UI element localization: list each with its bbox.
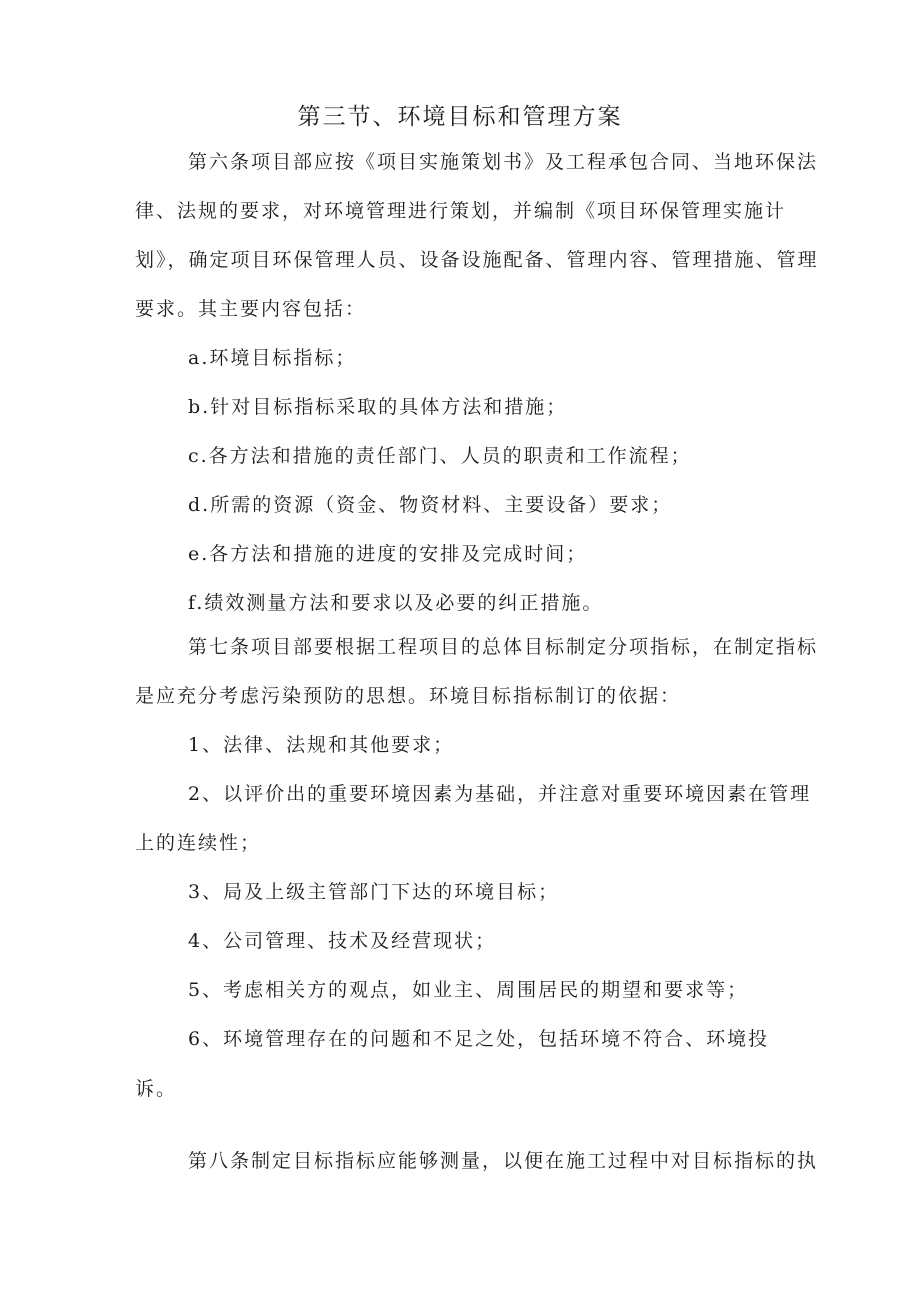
list-item: 1、法律、法规和其他要求； (188, 734, 455, 756)
list-item: a.环境目标指标； (188, 347, 357, 369)
list-item: e.各方法和措施的进度的安排及完成时间； (188, 543, 588, 565)
paragraph-line: 是应充分考虑污染预防的思想。环境目标指标制订的依据： (135, 685, 682, 707)
paragraph-line: 律、法规的要求，对环境管理进行策划，并编制《项目环保管理实施计 (135, 200, 787, 222)
section-title: 第三节、环境目标和管理方案 (297, 104, 623, 130)
list-item: d.所需的资源（资金、物资材料、主要设备）要求； (188, 494, 673, 516)
list-item: b.针对目标指标采取的具体方法和措施； (188, 396, 568, 418)
list-item: 5、考虑相关方的观点，如业主、周围居民的期望和要求等； (188, 979, 749, 1001)
paragraph-line: 第八条制定目标指标应能够测量，以便在施工过程中对目标指标的执 (188, 1150, 819, 1172)
list-item-continuation: 诉。 (135, 1078, 178, 1100)
paragraph-line: 划》，确定项目环保管理人员、设备设施配备、管理内容、管理措施、管理 (135, 249, 819, 271)
list-item: 2、以评价出的重要环境因素为基础，并注意对重要环境因素在管理 (188, 783, 812, 805)
list-item: 4、公司管理、技术及经营现状； (188, 930, 497, 952)
list-item: 6、环境管理存在的问题和不足之处，包括环境不符合、环境投 (188, 1028, 770, 1050)
paragraph-line: 第六条项目部应按《项目实施策划书》及工程承包合同、当地环保法 (188, 151, 819, 173)
list-item: 3、局及上级主管部门下达的环境目标； (188, 881, 560, 903)
list-item: f.绩效测量方法和要求以及必要的纠正措施。 (188, 592, 604, 614)
list-item-continuation: 上的连续性； (135, 832, 262, 854)
paragraph-line: 要求。其主要内容包括： (135, 298, 367, 320)
paragraph-line: 第七条项目部要根据工程项目的总体目标制定分项指标，在制定指标 (188, 636, 819, 658)
list-item: c.各方法和措施的责任部门、人员的职责和工作流程； (188, 445, 692, 467)
